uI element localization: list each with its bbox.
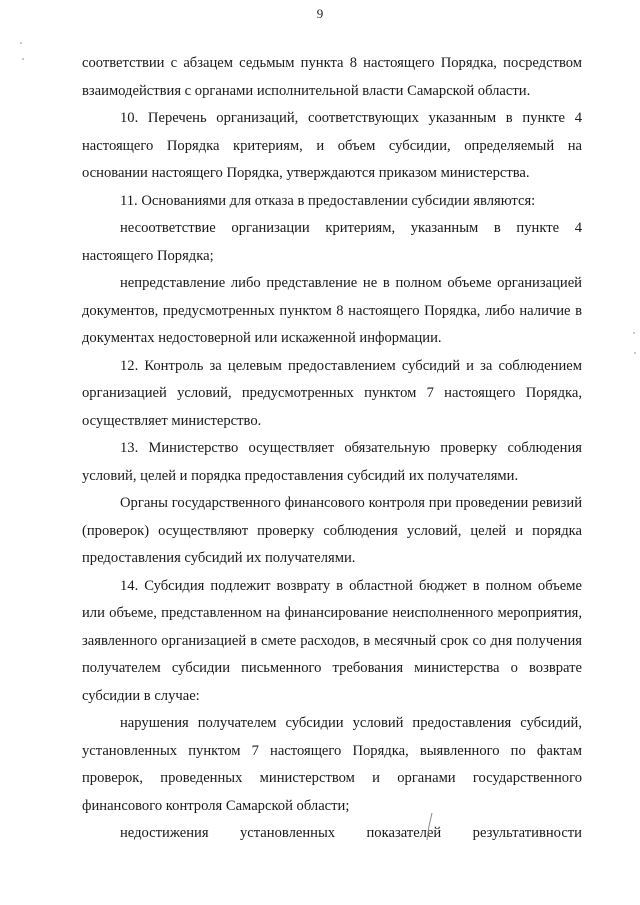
paragraph-item-11-reason-1: несоответствие организации критериям, указанным в пункте 4 настоящего Порядка; (82, 220, 582, 264)
paragraph-continuation: соответствии с абзацем седьмым пункта 8 настоящего Порядка, посредством взаимодействия с органами исполнительной власти Самарской области. (82, 55, 582, 99)
paragraph-item-13-control: Органы государственного финансового контроля при проведении ревизий (проверок) осуществляют проверку соблюдения условий, целей и порядка предоставления субсидий их получателями. (82, 495, 582, 566)
paragraph-item-14-case-1: нарушения получателем субсидии условий предоставления субсидий, установленных пунктом 7 настоящего Порядка, выявленного по фактам проверок, проведенных министерством и органами государственного финансового контроля Самарской области; (82, 715, 582, 814)
scan-speck (20, 42, 22, 44)
pen-mark (420, 812, 436, 842)
document-body (82, 50, 582, 848)
scan-speck (634, 352, 636, 354)
paragraph-item-11: 11. Основаниями для отказа в предоставлении субсидии являются: (120, 192, 536, 209)
scan-speck (22, 58, 24, 60)
paragraph-item-12: 12. Контроль за целевым предоставлением субсидий и за соблюдением организацией условий, предусмотренных пунктом 7 настоящего Порядка, осуществляет министерство. (82, 357, 582, 429)
paragraph-item-14-case-2: недостижения установленных показателей результативности (120, 825, 582, 841)
page-number: 9 (316, 6, 324, 21)
paragraph-item-11-reason-2: непредставление либо представление не в полном объеме организацией документов, предусмотренных пунктом 8 настоящего Порядка, либо наличие в документах недостоверной или искаженной информации. (82, 275, 582, 346)
scan-speck (633, 332, 635, 334)
paragraph-item-10: 10. Перечень организаций, соответствующих указанным в пункте 4 настоящего Порядка критериям, и объем субсидии, определяемый на основании настоящего Порядка, утверждаются приказом министерства. (82, 110, 582, 181)
paragraph-item-13: 13. Министерство осуществляет обязательную проверку соблюдения условий, целей и порядка предоставления субсидий их получателями. (82, 440, 582, 484)
paragraph-item-14: 14. Субсидия подлежит возврату в областной бюджет в полном объеме или объеме, представленном на финансирование неисполненного мероприятия, заявленного организацией в смете расходов, в месячный срок со дня получения получателем субсидии письменного требования министерства о возврате субсидии в случае: (82, 577, 582, 704)
